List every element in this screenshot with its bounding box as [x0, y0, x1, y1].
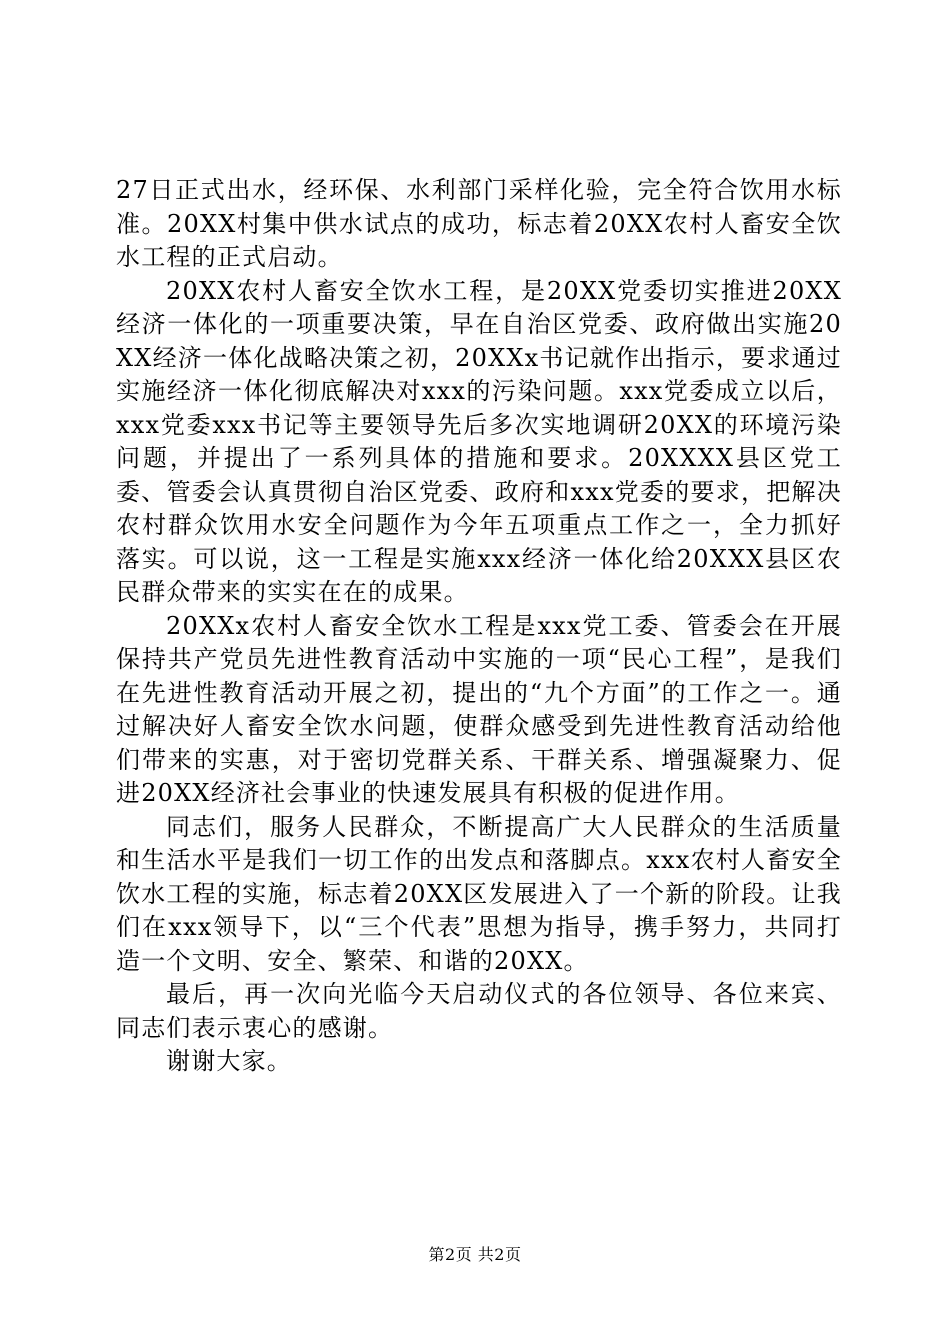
paragraph-closing: 谢谢大家。 [166, 1047, 292, 1075]
paragraph-continuation: 27日正式出水，经环保、水利部门采样化验，完全符合饮用水标准。20XX村集中供水试点的成功，标志着20XX农村人畜安全饮水工程的正式启动。 [116, 176, 842, 271]
paragraph-thanks: 最后，再一次向光临今天启动仪式的各位领导、各位来宾、同志们表示衷心的感谢。 [116, 980, 842, 1042]
page-number-footer: 第2页 共2页 [428, 1245, 522, 1264]
paragraph-comrades: 同志们，服务人民群众，不断提高广大人民群众的生活质量和生活水平是我们一切工作的出发点和落脚点。xxx农村人畜安全饮水工程的实施，标志着20XX区发展进入了一个新的阶段。让我们在xxx领导下，以“三个代表”思想为指导，携手努力，共同打造一个文明、安全、繁荣、和谐的20XX。 [116, 812, 842, 975]
document-body [116, 174, 842, 1079]
paragraph-people-project: 20XXx农村人畜安全饮水工程是xxx党工委、管委会在开展保持共产党员先进性教育活动中实施的一项“民心工程”，是我们在先进性教育活动开展之初，提出的“九个方面”的工作之一。通过解决好人畜安全饮水问题，使群众感受到先进性教育活动给他们带来的实惠，对于密切党群关系、干群关系、增强凝聚力、促进20XX经济社会事业的快速发展具有积极的促进作用。 [116, 611, 842, 807]
paragraph-project-decision: 20XX农村人畜安全饮水工程，是20XX党委切实推进20XX经济一体化的一项重要决策，早在自治区党委、政府做出实施20XX经济一体化战略决策之初，20XXx书记就作出指示，要求通过实施经济一体化彻底解决对xxx的污染问题。xxx党委成立以后，xxx党委xxx书记等主要领导先后多次实地调研20XX的环境污染问题，并提出了一系列具体的措施和要求。20XXXX县区党工委、管委会认真贯彻自治区党委、政府和xxx党委的要求，把解决农村群众饮用水安全问题作为今年五项重点工作之一，全力抓好落实。可以说，这一工程是实施xxx经济一体化给20XXX县区农民群众带来的实实在在的成果。 [116, 276, 842, 606]
